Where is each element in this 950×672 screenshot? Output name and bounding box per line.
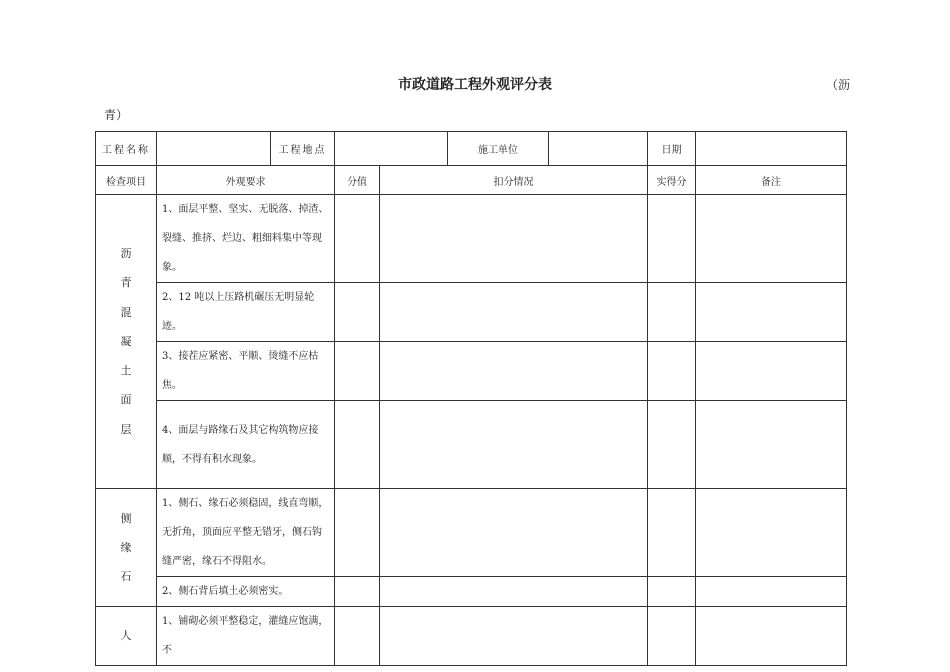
points-cell[interactable] (335, 489, 380, 577)
score-cell[interactable] (648, 489, 696, 577)
col-deductions: 扣分情况 (380, 166, 648, 195)
points-cell[interactable] (335, 342, 380, 401)
column-header-row (96, 166, 847, 195)
remarks-cell[interactable] (696, 283, 847, 342)
appearance-score-table (95, 131, 847, 666)
category-asphalt-concrete-surface (96, 195, 157, 489)
category-char: 凝 (120, 334, 132, 348)
table-row (96, 283, 847, 342)
table-row (96, 195, 847, 283)
remarks-cell[interactable] (696, 607, 847, 666)
deductions-cell[interactable] (380, 195, 648, 283)
info-row (96, 132, 847, 166)
title-continuation: 青） (104, 108, 129, 122)
col-score: 实得分 (648, 166, 696, 195)
table-row (96, 401, 847, 489)
col-points: 分值 (335, 166, 380, 195)
category-char: 面 (120, 393, 132, 407)
table-row (96, 607, 847, 666)
score-cell[interactable] (648, 607, 696, 666)
col-requirements: 外观要求 (157, 166, 335, 195)
category-sidewalk: 人 (96, 607, 157, 666)
project-location-value[interactable] (335, 132, 448, 166)
requirement-text: 2、12 吨以上压路机碾压无明显轮迹。 (157, 283, 335, 342)
deductions-cell[interactable] (380, 577, 648, 607)
requirement-text: 3、接茬应紧密、平顺、烫缝不应枯焦。 (157, 342, 335, 401)
category-curb-stone (96, 489, 157, 607)
category-char: 缘 (120, 540, 132, 554)
points-cell[interactable] (335, 195, 380, 283)
points-cell[interactable] (335, 283, 380, 342)
score-cell[interactable] (648, 401, 696, 489)
remarks-cell[interactable] (696, 195, 847, 283)
remarks-cell[interactable] (696, 577, 847, 607)
category-char: 混 (120, 305, 132, 319)
score-cell[interactable] (648, 342, 696, 401)
requirement-text: 4、面层与路缘石及其它构筑物应接顺，不得有积水现象。 (157, 401, 335, 489)
table-row (96, 577, 847, 607)
category-char: 青 (120, 276, 132, 290)
category-char: 层 (120, 422, 132, 436)
remarks-cell[interactable] (696, 489, 847, 577)
requirement-text: 1、铺砌必须平整稳定，灌缝应饱满，不 (157, 607, 335, 666)
deductions-cell[interactable] (380, 283, 648, 342)
contractor-value[interactable] (549, 132, 648, 166)
score-cell[interactable] (648, 283, 696, 342)
project-location-label: 工程地点 (271, 132, 335, 166)
remarks-cell[interactable] (696, 401, 847, 489)
points-cell[interactable] (335, 577, 380, 607)
deductions-cell[interactable] (380, 489, 648, 577)
deductions-cell[interactable] (380, 342, 648, 401)
category-char: 沥 (120, 246, 132, 260)
category-char: 土 (120, 364, 132, 378)
requirement-text: 1、面层平整、坚实、无脱落、掉渣、裂缝、推挤、烂边、粗细料集中等现象。 (157, 195, 335, 283)
category-char: 石 (120, 570, 132, 584)
requirement-text: 1、侧石、缘石必须稳固，线直弯顺，无折角，顶面应平整无错牙，侧石钩缝严密，缘石不得阻水。 (157, 489, 335, 577)
title-suffix: （沥 (826, 78, 851, 92)
remarks-cell[interactable] (696, 342, 847, 401)
project-name-label: 工程名称 (96, 132, 157, 166)
document-title: 市政道路工程外观评分表 (398, 77, 552, 93)
col-check-item: 检查项目 (96, 166, 157, 195)
date-value[interactable] (696, 132, 847, 166)
deductions-cell[interactable] (380, 401, 648, 489)
table-row (96, 489, 847, 577)
project-name-value[interactable] (157, 132, 271, 166)
score-cell[interactable] (648, 195, 696, 283)
points-cell[interactable] (335, 401, 380, 489)
requirement-text: 2、侧石背后填土必须密实。 (157, 577, 335, 607)
table-row (96, 342, 847, 401)
col-remarks: 备注 (696, 166, 847, 195)
deductions-cell[interactable] (380, 607, 648, 666)
date-label: 日期 (648, 132, 696, 166)
points-cell[interactable] (335, 607, 380, 666)
contractor-label: 施工单位 (448, 132, 549, 166)
category-char: 侧 (120, 511, 132, 525)
score-cell[interactable] (648, 577, 696, 607)
